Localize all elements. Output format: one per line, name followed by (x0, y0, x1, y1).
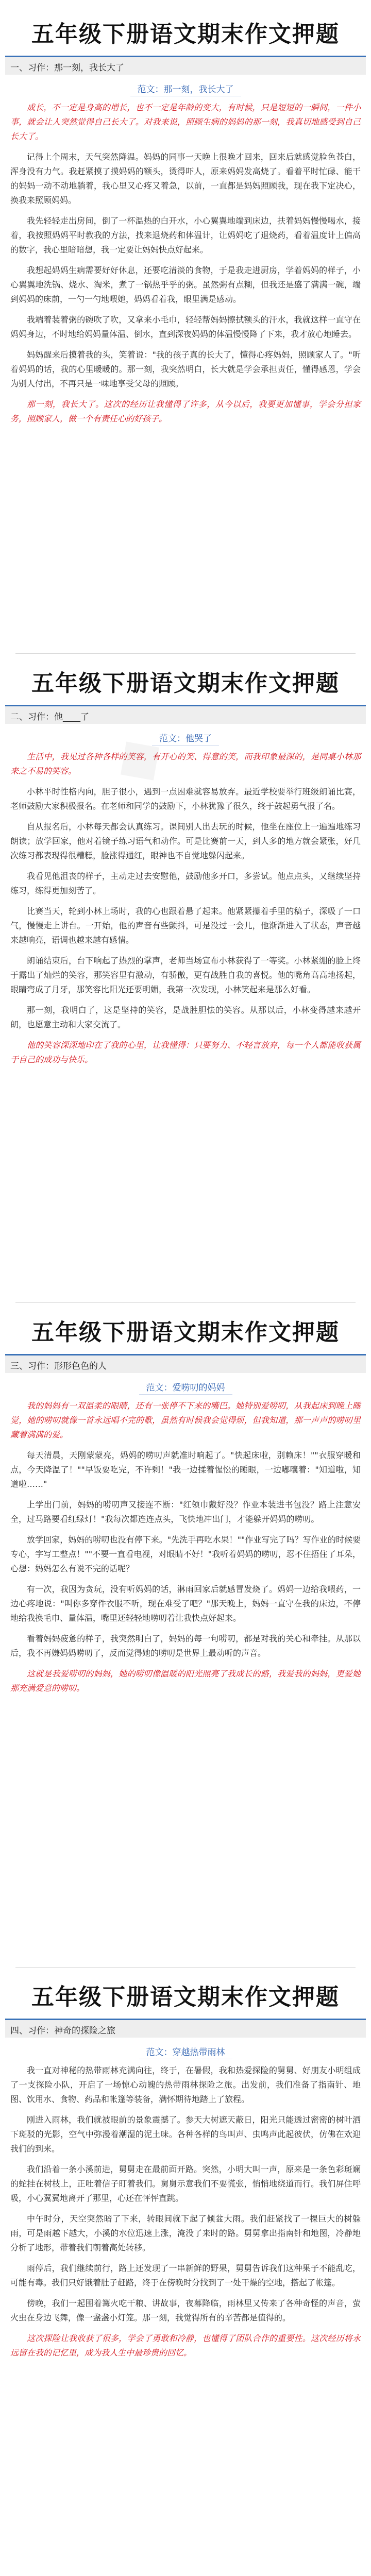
essay-paragraph: 妈妈醒来后摸着我的头，笑着说："我的孩子真的长大了，懂得心疼妈妈，照顾家人了。"听着妈妈的话，我的心里暖暖的。那一刻，我突然明白，长大就是学会承担责任，懂得感恩，学会为别人付出，不再只是一味地享受父母的照顾。 (10, 350, 361, 388)
section-divider (15, 653, 356, 654)
essay-paragraph: 朗诵结束后，台下响起了热烈的掌声，老师当场宣布小林获得了一等奖。小林紧绷的脸上终于露出了灿烂的笑容，那笑容里有激动，有骄傲，更有战胜自我的喜悦。他的嘴角高高地扬起，眼睛弯成了月牙，那笑容比阳光还要明媚，我第一次发现，小林笑起来是那么好看。 (10, 956, 361, 994)
topic-band (5, 1354, 366, 1373)
topic-band (5, 705, 366, 724)
essay-paragraph: 那一刻，我明白了，这是坚持的笑容，是战胜胆怯的笑容。从那以后，小林变得越来越开朗，也愿意主动和大家交流了。 (10, 1005, 361, 1029)
essay-paragraph: 生活中，我见过各种各样的笑容，有开心的笑、得意的笑，而我印象最深的，是同桌小林那来之不易的笑容。 (10, 752, 361, 776)
topic-label: 二、习作：他____了 (10, 712, 89, 722)
essay-paragraph: 刚进入雨林，我们就被眼前的景象震撼了。参天大树遮天蔽日，阳光只能透过密密的树叶洒下斑驳的光影，空气中弥漫着潮湿的泥土味。各种各样的鸟叫声、虫鸣声此起彼伏，仿佛在欢迎我们的到来。 (10, 2115, 361, 2154)
essay-paragraph: 记得上个周末，天气突然降温。妈妈的同事一天晚上很晚才回来，回来后就感觉脸色苍白，浑身没有力气。我赶紧摸了摸妈妈的额头，烫得吓人，原来妈妈发高烧了。看着平时忙碌、能干的妈妈一动不动地躺着，我心里又心疼又着急，以前，一直都是妈妈照顾我，现在我下定决心，换我来照顾妈妈。 (10, 152, 361, 205)
topic-label: 四、习作：神奇的探险之旅 (10, 2026, 115, 2036)
essay-subtitle: 范文：他哭了 (152, 730, 219, 745)
section-divider (15, 1302, 356, 1303)
essay-paragraph: 我一直对神秘的热带雨林充满向往，终于，在暑假，我和热爱探险的舅舅、好朋友小明组成了一支探险小队，开启了一场惊心动魄的热带雨林探险之旅。出发前，我们准备了指南针、地图、饮用水、食物、药品和帐篷等装备，满怀期待地踏上了旅程。 (10, 2065, 361, 2104)
essay-paragraph: 看着妈妈疲惫的样子，我突然明白了，妈妈的每一句唠叨，都是对我的关心和牵挂。从那以后，我不再嫌妈妈唠叨了，反而觉得她的唠叨是世界上最动听的声音。 (10, 1634, 361, 1658)
section-title: 五年级下册语文期末作文押题 (31, 1984, 340, 2010)
essay-paragraph: 我的妈妈有一双温柔的眼睛，还有一张停不下来的嘴巴。她特别爱唠叨，从我起床到晚上睡觉，她的唠叨就像一首永远唱不完的歌，虽然有时候我会觉得烦，但我知道，那一声声的唠叨里藏着满满的爱。 (10, 1401, 361, 1439)
essay-paragraph: 小林平时性格内向，胆子很小，遇到一点困难就容易放弃。最近学校要举行班级朗诵比赛，老师鼓励大家积极报名。在老师和同学的鼓励下，小林犹豫了很久，终于鼓起勇气报了名。 (10, 787, 361, 811)
essay-section-4 (0, 1978, 371, 2366)
essay-body (0, 100, 371, 426)
essay-paragraph: 我先轻轻走出房间，倒了一杯温热的白开水，小心翼翼地端到床边，扶着妈妈慢慢喝水，接着，我按照妈妈平时教我的方法，找来退烧药和体温计，让妈妈吃了退烧药，看着温度计上偏高的数字，我心里暗暗想，我一定要让妈妈快点好起来。 (10, 216, 361, 255)
essay-section-2 (0, 665, 371, 1073)
essay-paragraph: 我想起妈妈生病需要好好休息，还要吃清淡的食物，于是我走进厨房，学着妈妈的样子，小心翼翼地洗锅、烧水、淘米，煮了一锅热乎乎的粥。虽然粥有点糊，但我还是盛了满满一碗，端到妈妈的床前，一勺一勺地喂她，妈妈看着我，眼里满是感动。 (10, 265, 361, 304)
essay-paragraph: 那一刻，我长大了。这次的经历让我懂得了许多，从今以后，我要更加懂事，学会分担家务，照顾家人，做一个有责任心的好孩子。 (10, 399, 361, 423)
essay-paragraph: 我端着装着粥的碗吹了吹，又拿来小毛巾，轻轻帮妈妈擦拭额头的汗水，我就这样一直守在妈妈身边，不时地给妈妈量体温、倒水，直到深夜妈妈的体温慢慢降了下来，我才放心地睡去。 (10, 315, 361, 339)
essay-section-1 (0, 15, 371, 432)
topic-band (5, 56, 366, 75)
essay-paragraph: 比赛当天，轮到小林上场时，我的心也跟着悬了起来。他紧紧攥着手里的稿子，深吸了一口气，慢慢走上讲台。一开始，他的声音有些颤抖，可是没过一会儿，他渐渐进入了状态，声音越来越响亮，语调也越来越有感情。 (10, 906, 361, 945)
topic-label: 三、习作：形形色色的人 (10, 1361, 107, 1371)
essay-paragraph: 我们沿着一条小溪前进，舅舅走在最前面开路。突然，小明大叫一声，原来是一条色彩斑斓的蛇挂在树枝上，正吐着信子盯着我们。舅舅示意我们不要慌张，悄悄地绕道而行。我们屏住呼吸，小心翼翼地离开了那里，心还在怦怦直跳。 (10, 2164, 361, 2203)
essay-paragraph: 他的笑容深深地印在了我的心里，让我懂得：只要努力、不轻言放弃，每一个人都能收获属于自己的成功与快乐。 (10, 1040, 361, 1064)
topic-band (5, 2019, 366, 2038)
essay-paragraph: 这就是我爱唠叨的妈妈，她的唠叨像温暖的阳光照亮了我成长的路，我爱我的妈妈，更爱她那充满爱意的唠叨。 (10, 1669, 361, 1693)
essay-section-3 (0, 1314, 371, 1702)
essay-paragraph: 上学出门前，妈妈的唠叨声又接连不断："红领巾戴好没？作业本装进书包没？路上注意安全，过马路要看红绿灯！"我每次都连连点头，飞快地冲出门，才能躲开妈妈的唠叨。 (10, 1500, 361, 1524)
essay-paragraph: 中午时分，天空突然暗了下来，转眼间就下起了倾盆大雨。我们赶紧找了一棵巨大的树躲雨，可是雨越下越大，小溪的水位迅速上涨，淹没了来时的路。舅舅拿出指南针和地图，冷静地分析了地形，带着我们朝着高处转移。 (10, 2214, 361, 2252)
essay-paragraph: 雨停后，我们继续前行，路上还发现了一串新鲜的野果，舅舅告诉我们这种果子不能乱吃，可能有毒。我们只好饿着肚子赶路，终于在傍晚时分找到了一处干燥的空地，搭起了帐篷。 (10, 2263, 361, 2287)
essay-body (0, 750, 371, 1067)
essay-subtitle: 范文：穿越热带雨林 (139, 2044, 232, 2059)
essay-paragraph: 放学回家，妈妈的唠叨也没有停下来。"先洗手再吃水果！""作业写完了吗？写作业的时候要专心，字写工整点！""不要一直看电视，对眼睛不好！"我听着妈妈的唠叨，忍不住捂住了耳朵，心想：妈妈怎么有说不完的话呢？ (10, 1535, 361, 1573)
essay-body (0, 1399, 371, 1696)
essay-paragraph: 有一次，我因为贪玩，没有听妈妈的话，淋雨回家后就感冒发烧了。妈妈一边给我喂药，一边心疼地说："叫你多穿件衣服不听，现在难受了吧？"那天晚上，妈妈一直守在我的床边，不停地给我换毛巾、量体温，嘴里还轻轻地唠叨着让我快点好起来。 (10, 1584, 361, 1623)
essay-paragraph: 傍晚，我们一起围着篝火吃干粮、讲故事，夜幕降临，雨林里又传来了各种奇怪的声音，萤火虫在身边飞舞，像一盏盏小灯笼。那一刻，我觉得所有的辛苦都是值得的。 (10, 2298, 361, 2323)
section-title: 五年级下册语文期末作文押题 (31, 1319, 340, 1346)
topic-label: 一、习作：那一刻，我长大了 (10, 63, 124, 73)
essay-paragraph: 这次探险让我收获了很多，学会了勇敢和冷静，也懂得了团队合作的重要性。这次经历将永远留在我的记忆里，成为我人生中最珍贵的回忆。 (10, 2333, 361, 2358)
essay-paragraph: 每天清晨，天刚蒙蒙亮，妈妈的唠叨声就准时响起了。"快起床啦，别赖床！""衣服穿暖和点，今天降温了！""早饭要吃完，不许剩！"我一边揉着惺忪的睡眼，一边嘟囔着："知道啦，知道啦……" (10, 1450, 361, 1489)
essay-subtitle: 范文：爱唠叨的妈妈 (139, 1379, 232, 1395)
section-divider (15, 1967, 356, 1968)
essay-paragraph: 我看见他沮丧的样子，主动走过去安慰他，鼓励他多开口，多尝试。他点点头，又继续坚持练习，练得更加刻苦了。 (10, 871, 361, 895)
section-title: 五年级下册语文期末作文押题 (31, 670, 340, 697)
essay-subtitle: 范文：那一刻，我长大了 (130, 81, 241, 96)
section-title: 五年级下册语文期末作文押题 (31, 21, 340, 47)
essay-paragraph: 自从报名后，小林每天都会认真练习。课间别人出去玩的时候，他坐在座位上一遍遍地练习朗读；放学回家，他对着镜子练习语气和动作。可是比赛前一天，到人多的地方就会紧张，好几次练习都表现得很糟糕，脸涨得通红，眼神也不自觉地躲闪起来。 (10, 822, 361, 860)
essay-body (0, 2063, 371, 2360)
essay-paragraph: 成长，不一定是身高的增长，也不一定是年龄的变大，有时候，只是短短的一瞬间，一件小事，就会让人突然觉得自己长大了。对我来说，照顾生病的妈妈的那一刻，我真切地感受到自己长大了。 (10, 103, 361, 141)
